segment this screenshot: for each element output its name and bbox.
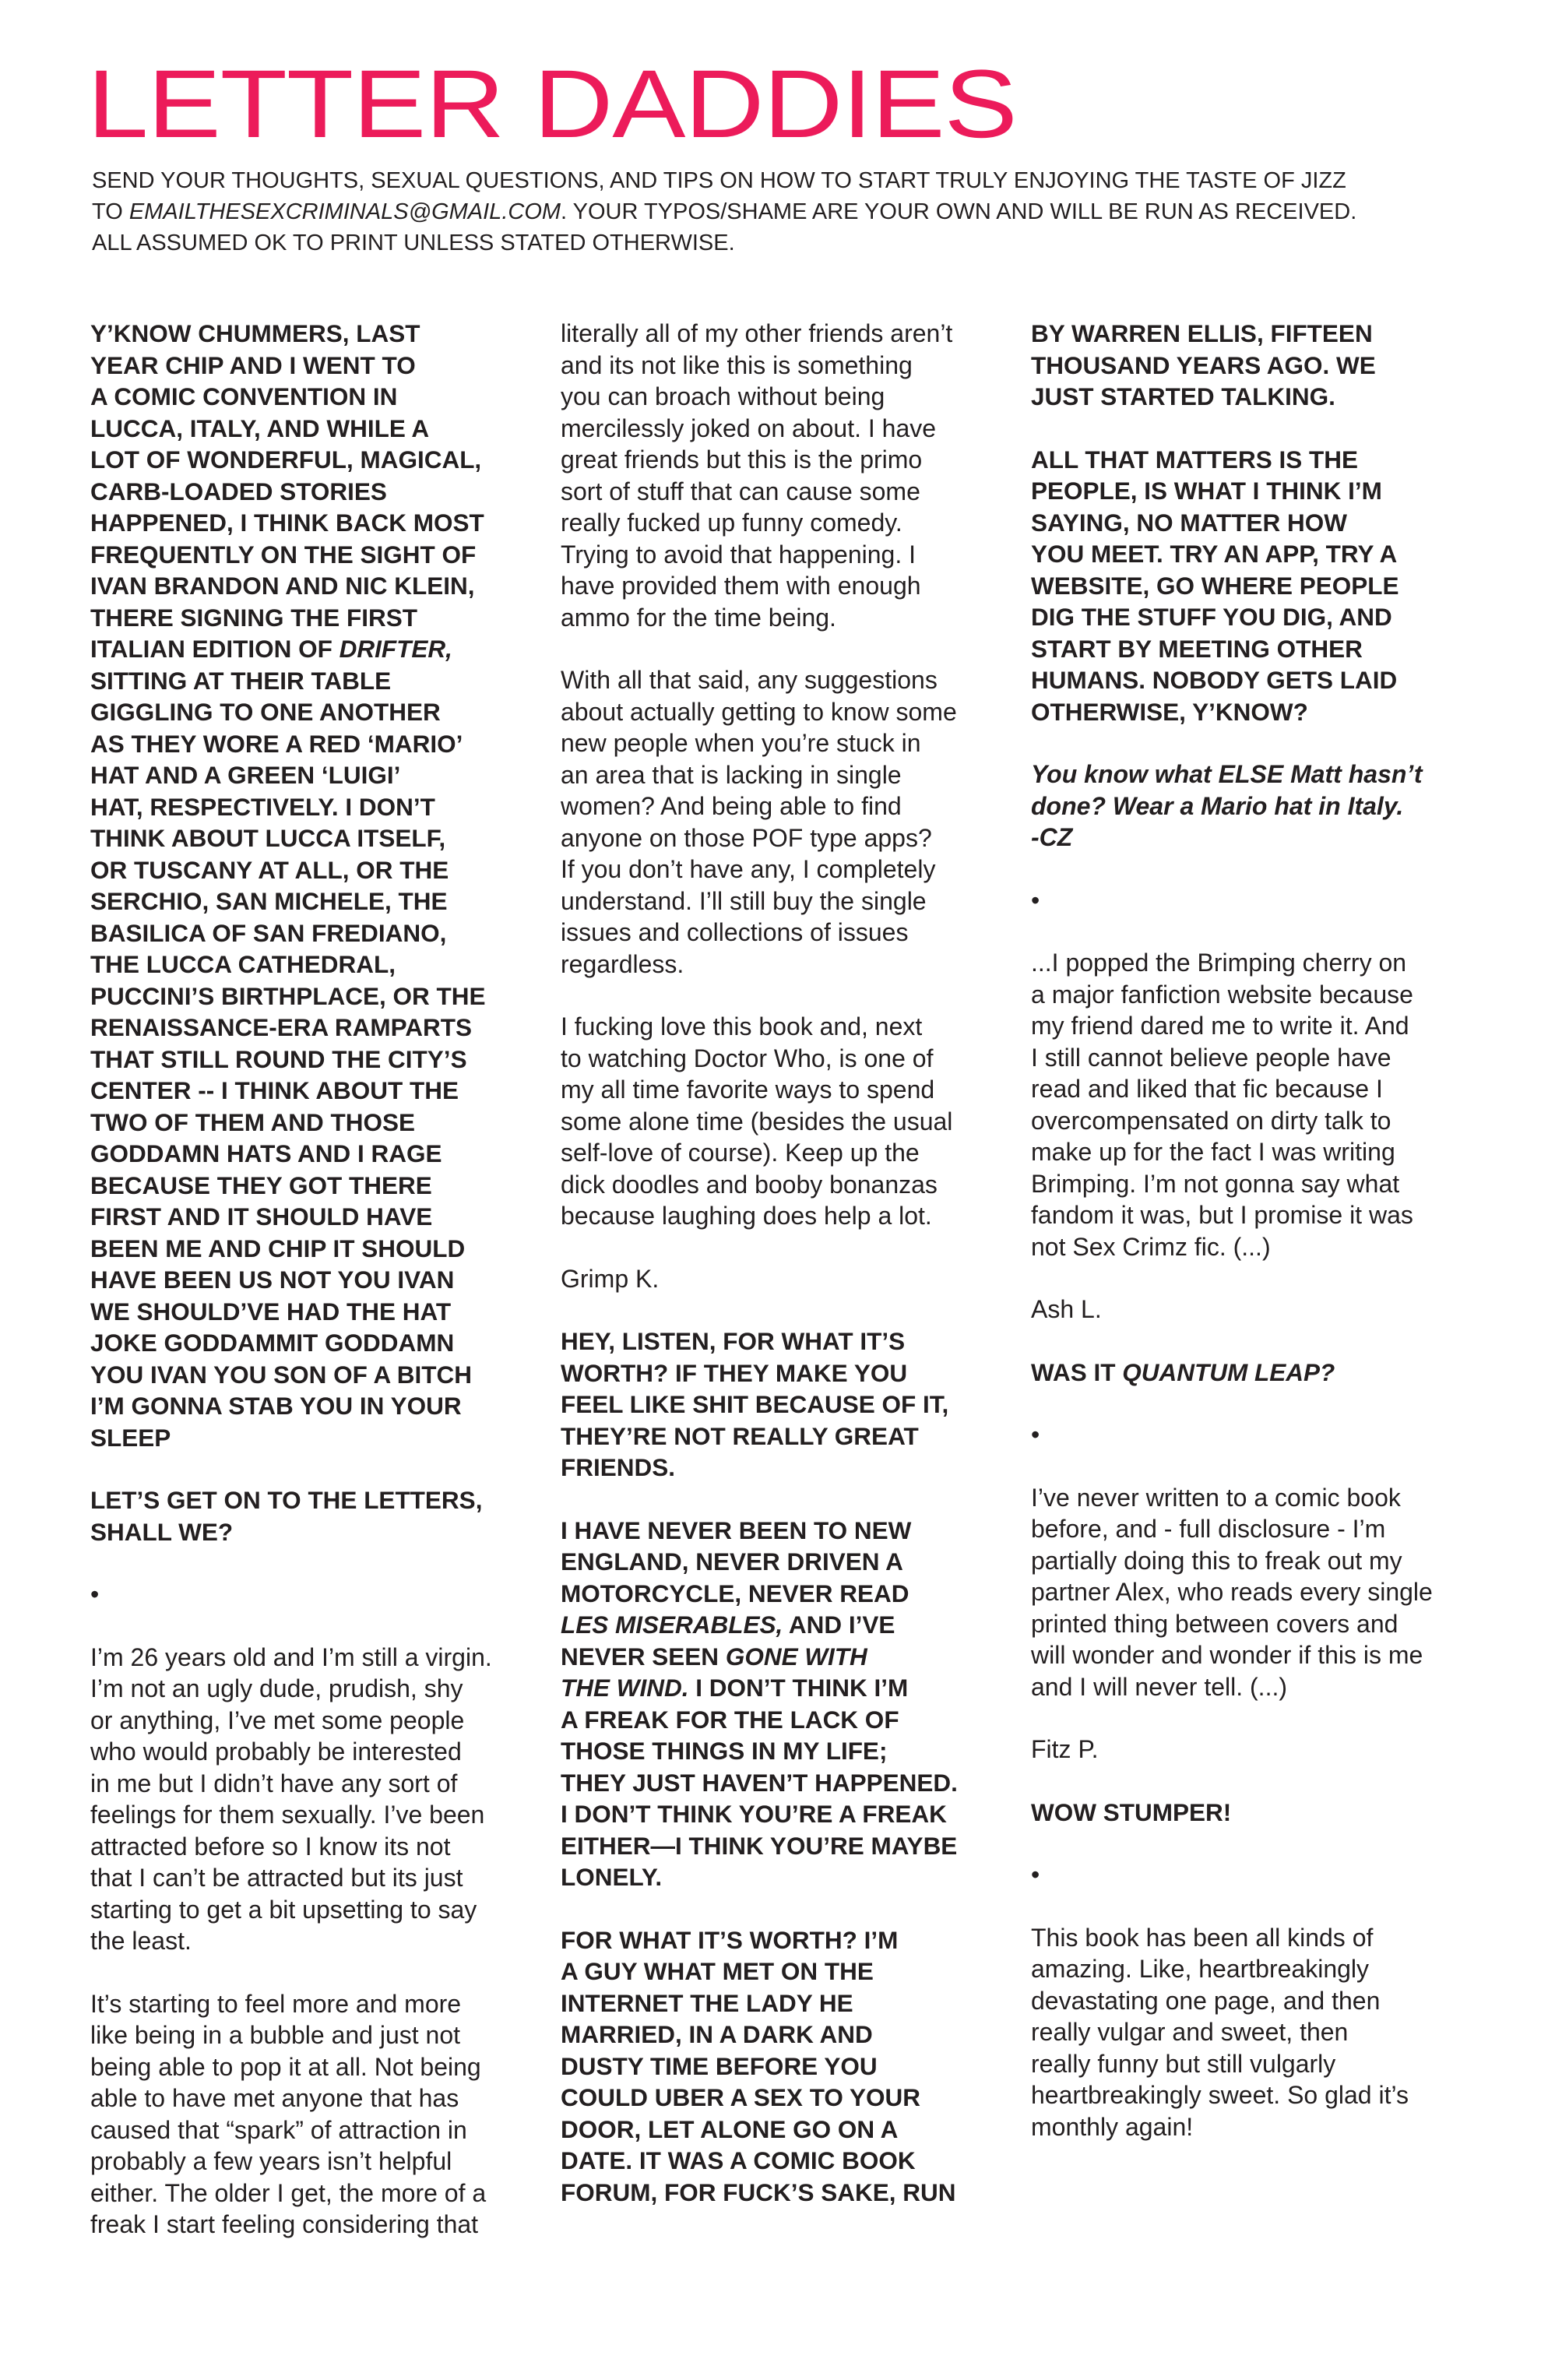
editor-note: You know what ELSE Matt hasn’t done? Wear a Mario hat in Italy. -CZ [1031,760,1423,851]
letter-signature: Ash L. [1031,1295,1102,1323]
letter-paragraph: literally all of my other friends aren’t and its not like this is something you can broach without being mercilessly joked on about. I have great friends but this is the primo sort of stuff that can cause some really fucked up funny comedy. Trying to avoid that happening. I have provided them with enough ammo for the time being. [561,319,953,632]
editor-opening [90,318,536,1453]
letter-paragraph: It’s starting to feel more and more like being in a bubble and just not being able to pop it at all. Not being able to have met anyone that has caused that “spark” of attraction in probably a few years isn’t helpful either. The older I get, the more of a freak I start feeling considering that [90,1989,487,2238]
editor-reply [1031,1357,1476,1389]
letter-signature: Grimp K. [561,1264,660,1293]
column-3 [1031,318,1476,2272]
editor-reply: BY WARREN ELLIS, FIFTEEN THOUSAND YEARS AGO. WE JUST STARTED TALKING. [1031,319,1376,410]
letter-separator: • [1031,1861,1040,1889]
letters-columns [90,318,1476,2272]
editor-reply: FOR WHAT IT’S WORTH? I’M A GUY WHAT MET ON THE INTERNET THE LADY HE MARRIED, IN A DARK AND DUSTY TIME BEFORE YOU COULD UBER A SEX TO YOUR DOOR, LET ALONE GO ON A DATE. IT WAS A COMIC BOOK FORUM, FOR FUCK’S SAKE, RUN [561,1925,956,2206]
editor-reply: ALL THAT MATTERS IS THE PEOPLE, IS WHAT I THINK I’M SAYING, NO MATTER HOW YOU MEET. TRY AN APP, TRY A WEBSITE, GO WHERE PEOPLE DIG THE STUFF YOU DIG, AND START BY MEETING OTHER HUMANS. NOBODY GETS LAID OTHERWISE, Y’KNOW? [1031,445,1399,726]
book-title: LES MISERABLES, [561,1611,783,1639]
editor-reply: HEY, LISTEN, FOR WHAT IT’S WORTH? IF THEY MAKE YOU FEEL LIKE SHIT BECAUSE OF IT, THEY’RE NOT REALLY GREAT FRIENDS. [561,1327,949,1481]
letter-signature: Fitz P. [1031,1735,1099,1763]
film-title: GONE WITH THE WIND. [561,1642,867,1702]
letter-paragraph: With all that said, any suggestions about actually getting to know some new people when you’re stuck in an area that is lacking in single women? And being able to find anyone on those POF type apps? If you don’t have any, I completely understand. I’ll still buy the single issues and collections of issues regardless. [561,666,957,978]
intro-line-2: . YOUR TYPOS/SHAME ARE YOUR OWN AND WILL BE RUN AS RECEIVED. [561,199,1357,224]
reply-text: WAS IT [1031,1357,1123,1386]
letter-separator: • [90,1580,100,1608]
page-title: LETTER DADDIES [87,51,1017,158]
submission-email: EMAILTHESEXCRIMINALS@GMAIL.COM [128,199,561,224]
editor-reply: WOW STUMPER! [1031,1797,1232,1826]
intro-to: TO [92,199,129,224]
editor-opening-text-a: Y’KNOW CHUMMERS, LAST YEAR CHIP AND I WENT TO A COMIC CONVENTION IN LUCCA, ITALY, AND WHILE A LOT OF WONDERFUL, MAGICAL, CARB-LOADED STORIES HAPPENED, I THINK BACK MOST FREQUENTLY ON THE SIGHT OF IVAN BRANDON AND NIC KLEIN, THERE SIGNING THE FIRST ITALIAN EDITION OF [90,319,484,663]
intro-line-1: SEND YOUR THOUGHTS, SEXUAL QUESTIONS, AND TIPS ON HOW TO START TRULY ENJOYING THE TASTE OF JIZZ [92,168,1346,193]
reply-text: I DON’T THINK I’M A FREAK FOR THE LACK OF THOSE THINGS IN MY LIFE; THEY JUST HAVEN’T HAPPENED. I DON’T THINK YOU’RE A FREAK EITHER—I THINK YOU’RE MAYBE LONELY. [561,1674,958,1891]
editor-opening-text-b: SITTING AT THEIR TABLE GIGGLING TO ONE ANOTHER AS THEY WORE A RED ‘MARIO’ HAT AND A GREEN ‘LUIGI’ HAT, RESPECTIVELY. I DON’T THINK ABOUT LUCCA ITSELF, OR TUSCANY AT ALL, OR THE SERCHIO, SAN MICHELE, THE BASILICA OF SAN FREDIANO, THE LUCCA CATHEDRAL, PUCCINI’S BIRTHPLACE, OR THE RENAISSANCE-ERA RAMPARTS THAT STILL ROUND THE CITY’S CENTER -- I THINK ABOUT THE TWO OF THEM AND THOSE GODDAMN HATS AND I RAGE BECAUSE THEY GOT THERE FIRST AND IT SHOULD HAVE BEEN ME AND CHIP IT SHOULD HAVE BEEN US NOT YOU IVAN WE SHOULD’VE HAD THE HAT JOKE GODDAMMIT GODDAMN YOU IVAN YOU SON OF A BITCH I’M GONNA STAB YOU IN YOUR SLEEP [90,666,486,1452]
letter-paragraph: I fucking love this book and, next to watching Doctor Who, is one of my all time favorite ways to spend some alone time (besides the usual self-love of course). Keep up the dick doodles and booby bonanzas because laughing does help a lot. [561,1012,953,1230]
column-1 [90,318,536,2272]
letter-separator: • [1031,885,1040,914]
letter-paragraph: This book has been all kinds of amazing. Like, heartbreakingly devastating one page, and then really vulgar and sweet, then really funny but still vulgarly heartbreakingly sweet. So glad it’s monthly again! [1031,1923,1409,2141]
column-2 [561,318,1006,2272]
letter-paragraph: ...I popped the Brimping cherry on a major fanfiction website because my friend dared me to write it. And I still cannot believe people have read and liked that fic because I overcompensated on dirty talk to make up for the fact I was writing Brimping. I’m not gonna say what fandom it was, but I promise it was not Sex Crimz fic. (...) [1031,949,1413,1261]
show-title: QUANTUM LEAP? [1122,1357,1335,1386]
reply-text: I HAVE NEVER BEEN TO NEW ENGLAND, NEVER DRIVEN A MOTORCYCLE, NEVER READ [561,1516,912,1607]
intro-line-3: ALL ASSUMED OK TO PRINT UNLESS STATED OTHERWISE. [92,231,735,255]
editor-reply [561,1515,1006,1893]
editor-transition: LET’S GET ON TO THE LETTERS, SHALL WE? [90,1486,483,1546]
letter-separator: • [1031,1421,1040,1449]
reply-text: AND I’VE NEVER SEEN [561,1611,895,1671]
drifter-title: DRIFTER, [339,635,452,663]
letter-paragraph: I’ve never written to a comic book before, and - full disclosure - I’m partially doing this to freak out my partner Alex, who reads every single printed thing between covers and will wonder and wonder if this is me and I will never tell. (...) [1031,1483,1433,1701]
submission-instructions [92,165,1493,259]
letter-paragraph: I’m 26 years old and I’m still a virgin. I’m not an ugly dude, prudish, shy or anything, I’ve met some people who would probably be interested in me but I didn’t have any sort of feelings for them sexually. I’ve been attracted before so I know its not that I can’t be attracted but its just starting to get a bit upsetting to say the least. [90,1642,492,1955]
